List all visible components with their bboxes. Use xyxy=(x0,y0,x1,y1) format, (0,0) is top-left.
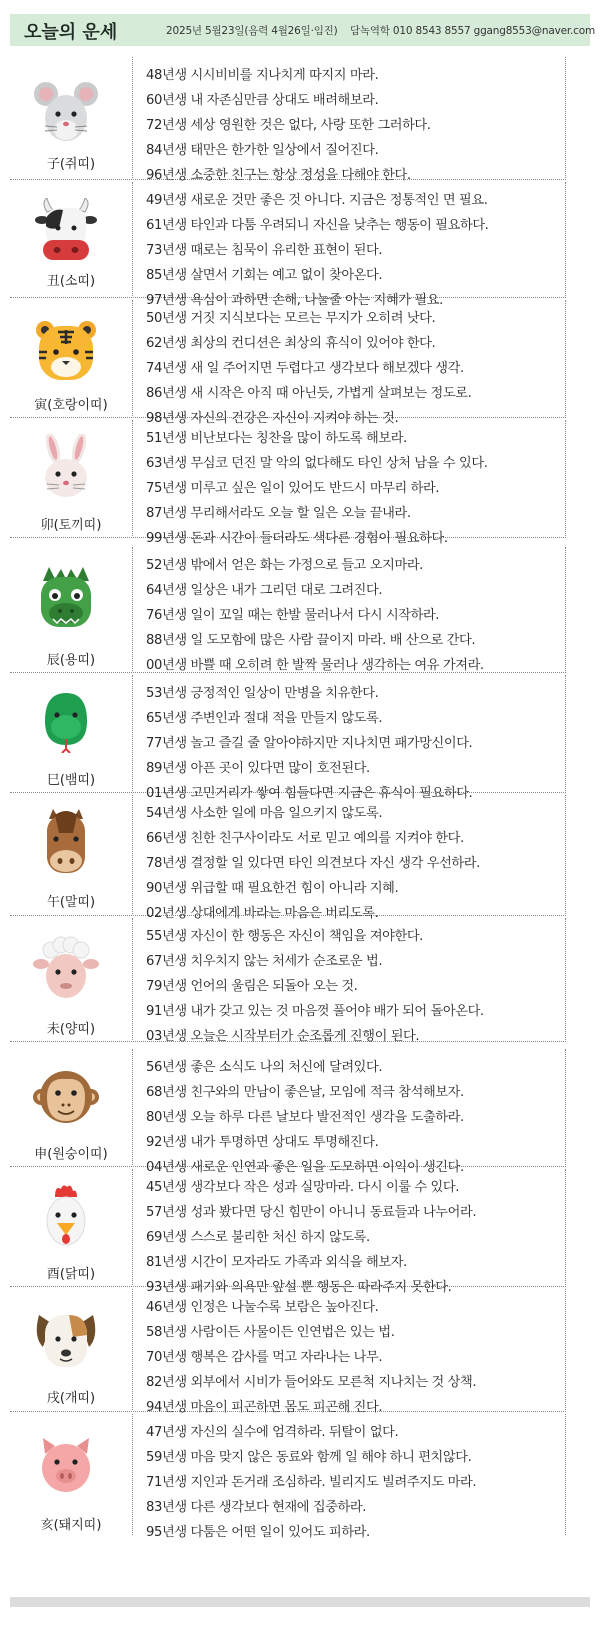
sheep-icon xyxy=(33,936,99,1002)
fortune-line: 01년생 고민거리가 쌓여 힘들다면 지금은 휴식이 필요하다. xyxy=(146,786,473,801)
animal-cell xyxy=(10,916,132,1042)
divider xyxy=(132,1049,133,1165)
fortune-lines xyxy=(146,1420,558,1545)
animal-cell xyxy=(10,1167,132,1287)
zodiac-label: 未(양띠) xyxy=(46,1022,96,1037)
fortune-line: 68년생 친구와의 만남이 좋은날, 모임에 적극 참석해보자. xyxy=(146,1085,464,1100)
zodiac-label: 申(원숭이띠) xyxy=(34,1147,108,1162)
divider xyxy=(565,1289,566,1410)
snake-icon xyxy=(33,687,99,753)
fortune-lines xyxy=(146,426,558,551)
fortune-line: 48년생 시시비비를 지나치게 따지지 마라. xyxy=(146,68,379,83)
page-title: 오늘의 운세 xyxy=(24,22,118,43)
zodiac-label: 寅(호랑이띠) xyxy=(34,398,108,413)
divider xyxy=(565,918,566,1040)
fortune-lines xyxy=(146,1175,558,1300)
fortune-line: 79년생 언어의 울림은 되돌아 오는 것. xyxy=(146,979,358,994)
rat-icon xyxy=(33,80,99,146)
ox-icon xyxy=(33,198,99,264)
fortune-line: 82년생 외부에서 시비가 들어와도 모른척 지나치는 것 상책. xyxy=(146,1375,477,1390)
fortune-line: 65년생 주변인과 절대 적을 만들지 않도록. xyxy=(146,711,383,726)
fortune-line: 89년생 아픈 곳이 있다면 많이 호전된다. xyxy=(146,761,370,776)
fortune-line: 97년생 욕심이 과하면 손해, 나눌줄 아는 지혜가 필요. xyxy=(146,293,443,308)
fortune-line: 85년생 살면서 기회는 예고 없이 찾아온다. xyxy=(146,268,383,283)
zodiac-section-snake xyxy=(10,673,566,801)
fortune-line: 02년생 상대에게 바라는 마음은 버리도록. xyxy=(146,906,379,921)
animal-cell xyxy=(10,545,132,673)
divider xyxy=(565,300,566,416)
fortune-lines xyxy=(146,924,558,1049)
header-bar xyxy=(10,14,595,46)
fortune-line: 04년생 새로운 인연과 좋은 일을 도모하면 이익이 생긴다. xyxy=(146,1160,464,1175)
fortune-lines xyxy=(146,553,558,678)
dragon-icon xyxy=(33,565,99,631)
divider xyxy=(132,795,133,914)
divider xyxy=(132,1289,133,1410)
fortune-line: 52년생 밖에서 얻은 화는 가정으로 들고 오지마라. xyxy=(146,558,423,573)
fortune-line: 55년생 자신이 한 행동은 자신이 책임을 져야한다. xyxy=(146,929,423,944)
fortune-line: 03년생 오늘은 시작부터가 순조롭게 진행이 된다. xyxy=(146,1029,420,1044)
fortune-line: 84년생 태만은 한가한 일상에서 질어진다. xyxy=(146,143,379,158)
contact-info: 담녹역학 010 8543 8557 ggang8553@naver.com xyxy=(350,25,595,37)
animal-cell xyxy=(10,298,132,418)
fortune-line: 83년생 다른 생각보다 현재에 집중하라. xyxy=(146,1500,367,1515)
divider xyxy=(132,675,133,791)
fortune-line: 58년생 사람이든 사물이든 인연법은 있는 법. xyxy=(146,1325,395,1340)
zodiac-section-rat xyxy=(10,55,566,183)
fortune-line: 56년생 좋은 소식도 나의 처신에 달려있다. xyxy=(146,1060,383,1075)
fortune-line: 87년생 무리해서라도 오늘 할 일은 오늘 끝내라. xyxy=(146,506,411,521)
animal-cell xyxy=(10,55,132,180)
fortune-line: 00년생 바쁠 때 오히려 한 발짝 물러나 생각하는 여유 가져라. xyxy=(146,658,484,673)
fortune-lines xyxy=(146,188,558,313)
divider xyxy=(565,795,566,914)
zodiac-section-rooster xyxy=(10,1167,566,1295)
fortune-line: 45년생 생각보다 작은 성과 실망마라. 다시 이룰 수 있다. xyxy=(146,1180,460,1195)
divider xyxy=(132,420,133,536)
fortune-line: 77년생 놀고 즐길 줄 알아야하지만 지나치면 패가망신이다. xyxy=(146,736,473,751)
animal-cell xyxy=(10,1047,132,1167)
divider xyxy=(132,918,133,1040)
fortune-line: 98년생 자신의 건강은 자신이 지켜야 하는 것. xyxy=(146,411,399,426)
fortune-line: 51년생 비난보다는 칭찬을 많이 하도록 해보라. xyxy=(146,431,407,446)
divider xyxy=(132,1169,133,1285)
zodiac-section-sheep xyxy=(10,916,566,1042)
zodiac-label: 巳(뱀띠) xyxy=(46,773,96,788)
zodiac-section-ox xyxy=(10,180,566,308)
fortune-lines xyxy=(146,63,558,188)
divider xyxy=(565,1414,566,1535)
zodiac-section-dragon xyxy=(10,545,566,673)
fortune-line: 75년생 미루고 싶은 일이 있어도 반드시 마무리 하라. xyxy=(146,481,440,496)
fortune-line: 50년생 거짓 지식보다는 모르는 무지가 오히려 낫다. xyxy=(146,311,436,326)
divider xyxy=(132,182,133,296)
fortune-line: 66년생 친한 친구사이라도 서로 믿고 예의를 지켜야 한다. xyxy=(146,831,464,846)
animal-cell xyxy=(10,180,132,298)
divider xyxy=(132,1414,133,1535)
fortune-line: 57년생 성과 봤다면 당신 힘만이 아니니 동료들과 나누어라. xyxy=(146,1205,477,1220)
fortune-line: 76년생 일이 꼬일 때는 한발 물러나서 다시 시작하라. xyxy=(146,608,440,623)
zodiac-label: 子(쥐띠) xyxy=(46,157,96,172)
zodiac-section-tiger xyxy=(10,298,566,426)
fortune-line: 62년생 최상의 컨디션은 최상의 휴식이 있어야 한다. xyxy=(146,336,436,351)
animal-cell xyxy=(10,673,132,793)
divider xyxy=(565,182,566,296)
zodiac-label: 丑(소띠) xyxy=(46,274,96,289)
fortune-line: 78년생 결정할 일 있다면 타인 의견보다 자신 생각 우선하라. xyxy=(146,856,480,871)
animal-cell xyxy=(10,1412,132,1537)
zodiac-section-pig xyxy=(10,1412,566,1540)
fortune-line: 59년생 마음 맞지 않은 동료와 함께 일 해야 하니 편치않다. xyxy=(146,1450,472,1465)
fortune-line: 69년생 스스로 불리한 처신 하지 않도록. xyxy=(146,1230,370,1245)
fortune-line: 95년생 다툼은 어떤 일이 있어도 피하라. xyxy=(146,1525,370,1540)
fortune-line: 92년생 내가 투명하면 상대도 투명해진다. xyxy=(146,1135,379,1150)
divider xyxy=(132,300,133,416)
fortune-line: 80년생 오늘 하루 다른 날보다 발전적인 생각을 도출하라. xyxy=(146,1110,464,1125)
fortune-line: 63년생 무심코 던진 말 악의 없다해도 타인 상처 남을 수 있다. xyxy=(146,456,488,471)
fortune-lines xyxy=(146,1055,558,1180)
fortune-line: 67년생 치우치지 않는 처세가 순조로운 법. xyxy=(146,954,383,969)
fortune-line: 91년생 내가 갖고 있는 것 마음껏 풀어야 배가 되어 돌아온다. xyxy=(146,1004,484,1019)
divider xyxy=(565,420,566,536)
fortune-line: 73년생 때로는 침묵이 유리한 표현이 된다. xyxy=(146,243,383,258)
fortune-line: 81년생 시간이 모자라도 가족과 외식을 해보자. xyxy=(146,1255,407,1270)
rabbit-icon xyxy=(33,434,99,500)
fortune-line: 64년생 일상은 내가 그리던 대로 그려진다. xyxy=(146,583,383,598)
fortune-line: 88년생 일 도모함에 많은 사람 끌이지 마라. 배 산으로 간다. xyxy=(146,633,476,648)
animal-cell xyxy=(10,1287,132,1412)
zodiac-section-horse xyxy=(10,793,566,921)
divider xyxy=(565,547,566,671)
fortune-line: 54년생 사소한 일에 마음 일으키지 않도록. xyxy=(146,806,383,821)
fortune-lines xyxy=(146,306,558,431)
divider xyxy=(565,1169,566,1285)
divider xyxy=(565,57,566,178)
fortune-lines xyxy=(146,801,558,926)
animal-cell xyxy=(10,793,132,916)
fortune-line: 72년생 세상 영원한 것은 없다, 사랑 또한 그러하다. xyxy=(146,118,431,133)
zodiac-label: 戌(개띠) xyxy=(46,1391,96,1406)
fortune-line: 93년생 패기와 의욕만 앞설 뿐 행동은 따라주지 못한다. xyxy=(146,1280,452,1295)
zodiac-section-rabbit xyxy=(10,418,566,546)
fortune-line: 47년생 자신의 실수에 엄격하라. 뒤탈이 없다. xyxy=(146,1425,399,1440)
fortune-line: 46년생 인정은 나눌수록 보람은 높아진다. xyxy=(146,1300,379,1315)
fortune-line: 74년생 새 일 주어지면 두렵다고 생각보다 해보겠다 생각. xyxy=(146,361,464,376)
fortune-line: 86년생 새 시작은 아직 때 아닌듯, 가볍게 살펴보는 정도로. xyxy=(146,386,472,401)
fortune-line: 60년생 내 자존심만큼 상대도 배려해보라. xyxy=(146,93,379,108)
monkey-icon xyxy=(33,1063,99,1129)
zodiac-label: 午(말띠) xyxy=(46,895,96,910)
fortune-line: 96년생 소중한 친구는 항상 정성을 다해야 한다. xyxy=(146,168,411,183)
horse-icon xyxy=(33,809,99,875)
zodiac-section-monkey xyxy=(10,1047,566,1175)
divider xyxy=(565,1049,566,1165)
fortune-lines xyxy=(146,1295,558,1420)
fortune-lines xyxy=(146,681,558,806)
footer-bar xyxy=(10,1597,590,1607)
zodiac-label: 酉(닭띠) xyxy=(46,1267,96,1282)
divider xyxy=(565,675,566,791)
fortune-line: 70년생 행복은 감사를 먹고 자라나는 나무. xyxy=(146,1350,383,1365)
zodiac-section-dog xyxy=(10,1287,566,1415)
zodiac-label: 辰(용띠) xyxy=(46,653,96,668)
fortune-line: 90년생 위급할 때 필요한건 힘이 아니라 지혜. xyxy=(146,881,399,896)
fortune-line: 71년생 지인과 돈거래 조심하라. 빌리지도 빌려주지도 마라. xyxy=(146,1475,477,1490)
dog-icon xyxy=(33,1307,99,1373)
divider xyxy=(132,57,133,178)
divider xyxy=(132,547,133,671)
tiger-icon xyxy=(33,318,99,384)
fortune-line: 61년생 타인과 다툼 우려되니 자신을 낮추는 행동이 필요하다. xyxy=(146,218,489,233)
date-text: 2025년 5월23일(음력 4월26일·임진) xyxy=(166,25,338,37)
zodiac-label: 卯(토끼띠) xyxy=(40,518,102,533)
rooster-icon xyxy=(33,1183,99,1249)
fortune-line: 94년생 마음이 피곤하면 몸도 피곤해 진다. xyxy=(146,1400,383,1415)
fortune-line: 49년생 새로운 것만 좋은 것 아니다. 지금은 정통적인 면 필요. xyxy=(146,193,488,208)
animal-cell xyxy=(10,418,132,538)
fortune-line: 99년생 돈과 시간이 들더라도 색다른 경험이 필요하다. xyxy=(146,531,448,546)
zodiac-label: 亥(돼지띠) xyxy=(40,1518,102,1533)
pig-icon xyxy=(33,1432,99,1498)
fortune-line: 53년생 긍정적인 일상이 만병을 치유한다. xyxy=(146,686,379,701)
